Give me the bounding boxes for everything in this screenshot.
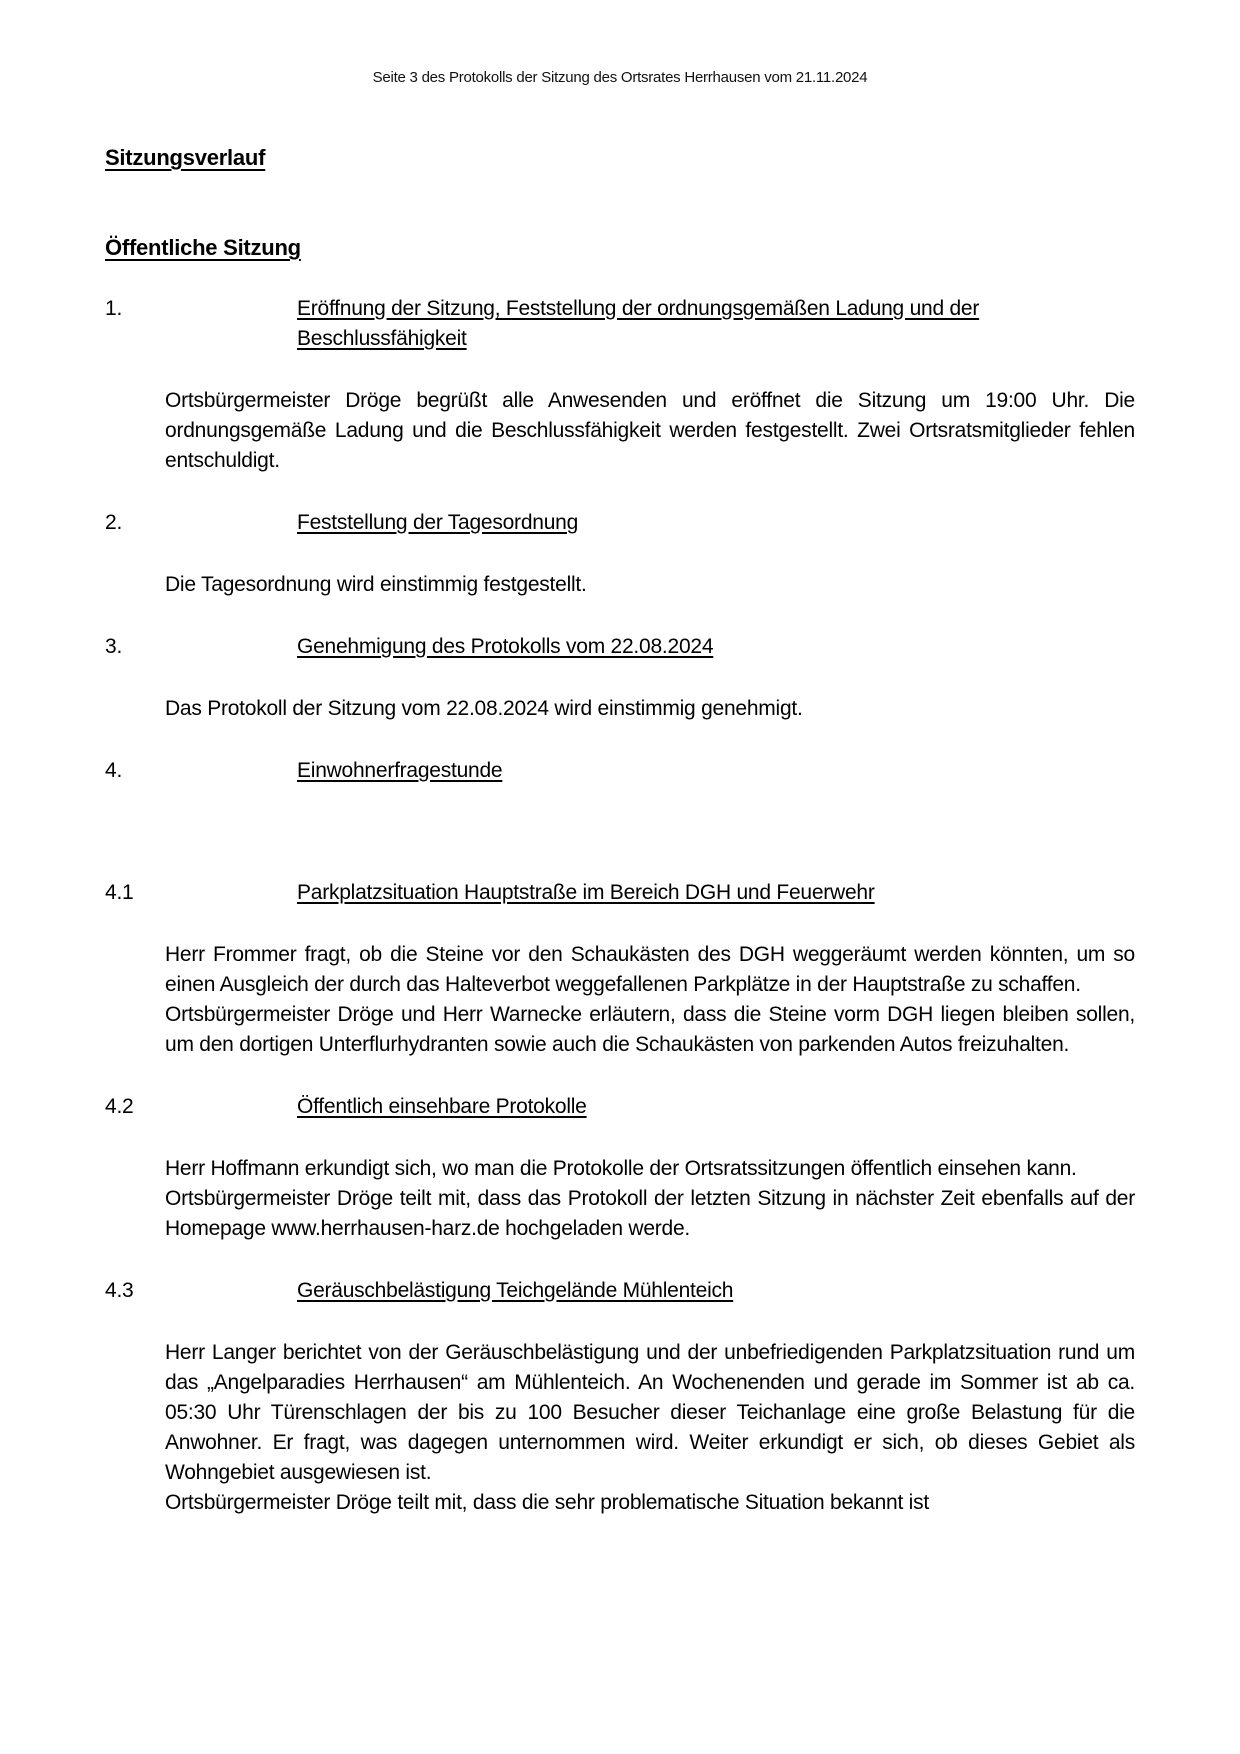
agenda-item-3 [105,632,1135,724]
agenda-item-heading: Geräuschbelästigung Teichgelände Mühlenteich [297,1279,734,1302]
agenda-item-head [105,294,1135,354]
agenda-item-number: 4.3 [105,1279,134,1302]
agenda-item-number: 3. [105,635,123,658]
agenda-item-number: 4. [105,759,123,782]
agenda-item-paragraph: Ortsbürgermeister Dröge teilt mit, dass die sehr problematische Situation bekannt ist [165,1491,929,1514]
agenda-item-4 [105,756,1135,786]
agenda-item-head [105,508,1135,538]
agenda-item-2 [105,508,1135,600]
agenda-item-paragraph: Herr Hoffmann erkundigt sich, wo man die Protokolle der Ortsratssitzungen öffentlich einsehen kann. [165,1157,1077,1180]
agenda-item-head [105,756,1135,786]
agenda-item-paragraph: Ortsbürgermeister Dröge teilt mit, dass das Protokoll der letzten Sitzung in nächster Zeit ebenfalls auf der Homepage www.herrhausen-harz.de hochgeladen werde. [165,1187,1135,1240]
agenda-item-number: 1. [105,297,123,320]
agenda-item-number: 4.2 [105,1095,134,1118]
agenda-item-head [105,1276,1135,1306]
agenda-item-1 [105,294,1135,476]
section-title-public-session: Öffentliche Sitzung [105,235,301,260]
agenda-item-number: 2. [105,511,123,534]
agenda-item-paragraph: Herr Langer berichtet von der Geräuschbelästigung und der unbefriedigenden Parkplatzsituation rund um das „Angelparadies Herrhausen“ am Mühlenteich. An Wochenenden und gerade im Sommer ist ab ca. 05:30 Uhr Türenschlagen der bis zu 100 Besucher dieser Teichanlage eine große Belastung für die Anwohner. Er fragt, was dagegen unternommen wird. Weiter erkundigt er sich, ob dieses Gebiet als Wohngebiet ausgewiesen ist. [165,1341,1135,1484]
agenda-item-number: 4.1 [105,881,134,904]
agenda-item-head [105,1092,1135,1122]
agenda-item-heading: Eröffnung der Sitzung, Feststellung der ordnungsgemäßen Ladung und der Beschlussfähigkeit [297,297,980,350]
agenda-item-paragraph: Die Tagesordnung wird einstimmig festgestellt. [165,573,587,596]
agenda-items [105,294,1135,1518]
agenda-item-heading: Parkplatzsituation Hauptstraße im Bereich DGH und Feuerwehr [297,881,875,904]
agenda-item-paragraph: Herr Frommer fragt, ob die Steine vor den Schaukästen des DGH weggeräumt werden könnten, um so einen Ausgleich der durch das Halteverbot weggefallenen Parkplätze in der Hauptstraße zu schaffen. [165,943,1135,996]
agenda-item-paragraph: Ortsbürgermeister Dröge begrüßt alle Anwesenden und eröffnet die Sitzung um 19:00 Uhr. Die ordnungsgemäße Ladung und die Beschlussfähigkeit werden festgestellt. Zwei Ortsratsmitglieder fehlen entschuldigt. [165,389,1135,472]
doc-title: Sitzungsverlauf [105,145,266,170]
agenda-item-heading: Genehmigung des Protokolls vom 22.08.2024 [297,635,714,658]
agenda-item-4-1 [105,878,1135,1060]
agenda-item-head [105,878,1135,908]
page-header: Seite 3 des Protokolls der Sitzung des Ortsrates Herrhausen vom 21.11.2024 [372,69,868,86]
agenda-item-head [105,632,1135,662]
agenda-item-paragraph: Das Protokoll der Sitzung vom 22.08.2024 wird einstimmig genehmigt. [165,697,803,720]
agenda-item-4-3 [105,1276,1135,1518]
agenda-item-heading: Öffentlich einsehbare Protokolle [297,1095,587,1118]
agenda-item-heading: Einwohnerfragestunde [297,759,503,782]
agenda-item-heading: Feststellung der Tagesordnung [297,511,579,534]
agenda-item-paragraph: Ortsbürgermeister Dröge und Herr Warnecke erläutern, dass die Steine vorm DGH liegen bleiben sollen, um den dortigen Unterflurhydranten sowie auch die Schaukästen von parkenden Autos freizuhalten. [165,1003,1135,1056]
agenda-item-4-2 [105,1092,1135,1244]
